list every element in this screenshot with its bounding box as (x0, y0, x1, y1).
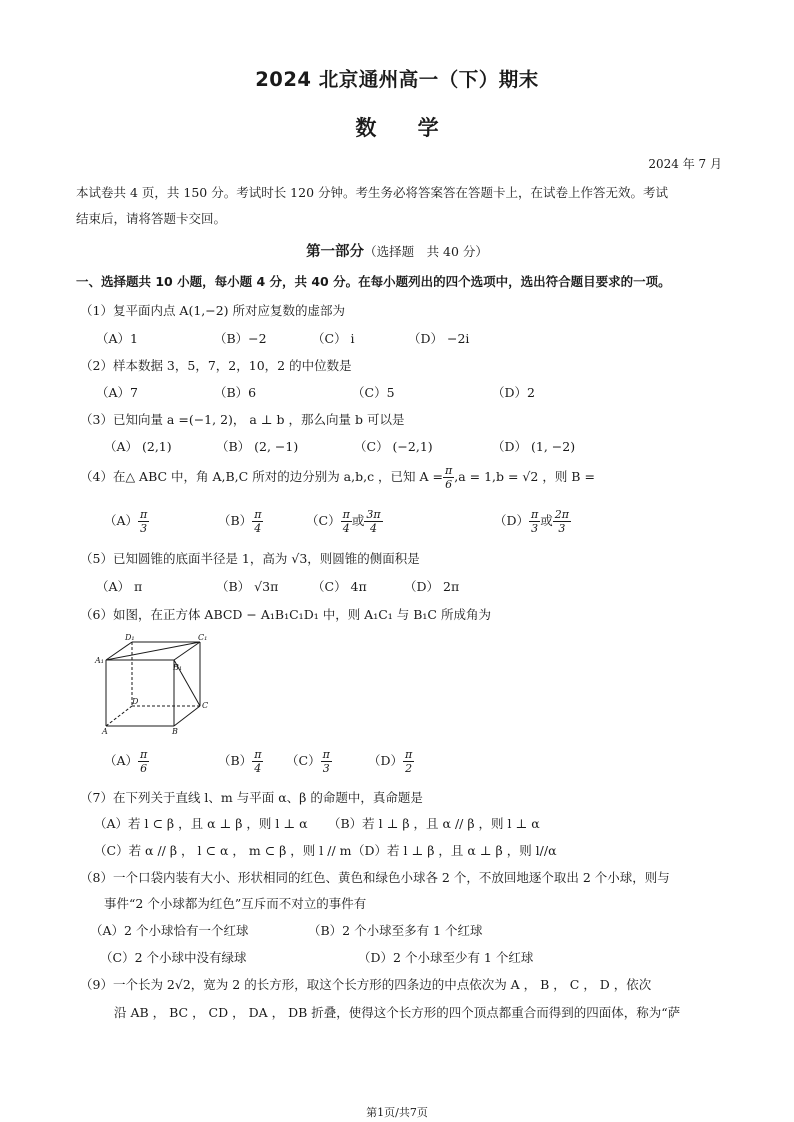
q5-option-a: （A） π (96, 579, 143, 594)
q1-option-c: （C） i (312, 331, 355, 346)
section-instructions: 一、选择题共 10 小题，每小题 4 分，共 40 分。在每小题列出的四个选项中，选出符合题目要求的一项。 (76, 274, 671, 289)
q8-option-d: （D）2 个小球至少有 1 个红球 (358, 950, 534, 965)
part-title: 第一部分 (306, 244, 365, 260)
q1-option-d: （D） −2i (408, 331, 470, 346)
q6-option-c: （C） $\frac{\pi}{3}$ (286, 748, 330, 775)
q2-option-d: （D）2 (492, 385, 535, 400)
q3-option-d: （D） (1, −2) (492, 439, 576, 454)
q7-option-b: （B）若 l ⊥ β ，且 α // β ，则 l ⊥ α (328, 816, 540, 831)
label-D: D (132, 697, 139, 706)
label-B: B (172, 727, 178, 736)
q2-option-b: （B）6 (214, 385, 257, 400)
q4-stem (80, 464, 595, 491)
instructions-line-1: 本试卷共 4 页，共 150 分。考试时长 120 分钟。考生务必将答案答在答题卡上，在试卷上作答无效。考试 (76, 185, 669, 200)
q4-option-d: （D） $\frac{\pi}{3}$ 或 $\frac{2\pi}{3}$ (494, 508, 570, 535)
q8-stem-line-2: 事件“2 个小球都为红色”互斥而不对立的事件有 (104, 896, 367, 911)
q9-stem-line-1: （9）一个长为 2√2，宽为 2 的长方形，取这个长方形的四条边的中点依次为 A ， B ， C ， D ，依次 (80, 977, 652, 992)
q4-option-c: （C） $\frac{\pi}{4}$ 或 $\frac{3\pi}{4}$ (306, 508, 381, 535)
q1-option-a: （A）1 (96, 331, 138, 346)
cube-figure (94, 630, 210, 736)
q6-option-a: （A） $\frac{\pi}{6}$ (104, 748, 148, 775)
q3-option-b: （B） (2, −1) (216, 439, 299, 454)
q2-stem: （2）样本数据 3，5，7，2，10，2 的中位数是 (80, 358, 352, 373)
q3-option-a: （A） (2,1) (104, 439, 172, 454)
part-heading (0, 240, 794, 261)
q6-stem: （6）如图，在正方体 ABCD − A₁B₁C₁D₁ 中，则 A₁C₁ 与 B₁C 所成角为 (80, 607, 491, 622)
q7-stem: （7）在下列关于直线 l、m 与平面 α、β 的命题中，真命题是 (80, 790, 423, 805)
q6-option-d: （D） $\frac{\pi}{2}$ (368, 748, 413, 775)
part-subtitle: （选择题 共 40 分） (364, 244, 488, 259)
label-A: A (102, 727, 108, 736)
exam-date: 2024 年 7 月 (648, 157, 722, 171)
q4-stem-pre: （4）在△ ABC 中，角 A,B,C 所对的边分别为 a,b,c ，已知 A = (80, 469, 443, 484)
label-D1: D₁ (125, 633, 135, 642)
q5-stem: （5）已知圆锥的底面半径是 1，高为 √3，则圆锥的侧面积是 (80, 551, 420, 566)
q4-option-a: （A） $\frac{\pi}{3}$ (104, 508, 148, 535)
q7-option-a: （A）若 l ⊂ β ，且 α ⊥ β ，则 l ⊥ α (94, 816, 308, 831)
label-B1: B₁ (173, 663, 183, 672)
q8-option-c: （C）2 个小球中没有绿球 (100, 950, 247, 965)
q4-option-b: （B） $\frac{\pi}{4}$ (218, 508, 262, 535)
q9-stem-line-2: 沿 AB ， BC ， CD ， DA ， DB 折叠，使得这个长方形的四个顶点都重合而得到的四面体，称为“萨 (114, 1005, 681, 1020)
q7-option-d: （D）若 l ⊥ β ，且 α ⊥ β ，则 l//α (352, 843, 557, 858)
label-A1: A₁ (95, 656, 104, 665)
q4-stem-fraction: $\frac{\pi}{6}$ (445, 464, 453, 491)
page-footer: 第1页/共7页 (366, 1106, 428, 1119)
exam-title: 2024 北京通州高一（下）期末 (255, 68, 539, 91)
q3-option-c: （C） (−2,1) (354, 439, 433, 454)
q2-option-a: （A）7 (96, 385, 138, 400)
q5-option-d: （D） 2π (404, 579, 460, 594)
q5-option-c: （C） 4π (312, 579, 367, 594)
label-C1: C₁ (198, 633, 208, 642)
q8-option-a: （A）2 个小球恰有一个红球 (90, 923, 249, 938)
subject-title: 数 学 (355, 116, 439, 140)
label-C: C (202, 701, 209, 710)
q5-option-b: （B） √3π (216, 579, 279, 594)
q8-option-b: （B）2 个小球至多有 1 个红球 (308, 923, 483, 938)
q3-stem: （3）已知向量 a =(−1, 2)， a ⊥ b ，那么向量 b 可以是 (80, 412, 405, 427)
q7-option-c: （C）若 α // β ， l ⊂ α ， m ⊂ β ，则 l // m (94, 843, 352, 858)
q1-stem: （1）复平面内点 A(1,−2) 所对应复数的虚部为 (80, 303, 346, 318)
instructions-line-2: 结束后，请将答题卡交回。 (76, 211, 227, 226)
q8-stem-line-1: （8）一个口袋内装有大小、形状相同的红色、黄色和绿色小球各 2 个，不放回地逐个取出 2 个小球，则与 (80, 870, 670, 885)
q2-option-c: （C）5 (352, 385, 395, 400)
q6-option-b: （B） $\frac{\pi}{4}$ (218, 748, 262, 775)
q4-stem-post: ,a = 1,b = √2 ，则 B = (454, 469, 595, 484)
q1-option-b: （B）−2 (214, 331, 267, 346)
